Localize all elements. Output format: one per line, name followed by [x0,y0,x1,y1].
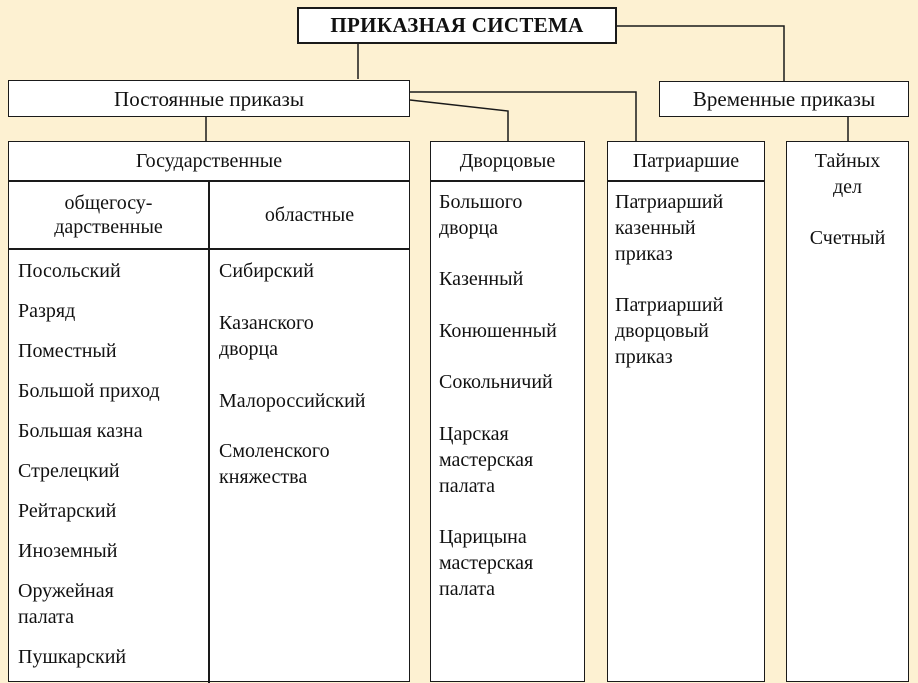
palace-header-divider [431,180,584,182]
permanent-box [8,80,410,117]
palace-header [431,142,584,180]
list-item-sibirsky: Сибирский [219,260,314,282]
list-item-inozemny: Иноземный [18,540,118,562]
temporary-box [659,81,909,117]
list-item-prikaz-2: приказ [615,346,673,368]
connector-permanent-palace [410,100,508,141]
state-header-label: Государственные [135,150,283,172]
state-header [9,142,409,180]
list-item-dvortsa: дворца [439,217,499,239]
patriarchal-header-divider [608,180,764,182]
list-item-posolsky: Посольский [18,260,121,282]
secret-box [786,141,909,682]
list-item-sokolnichy: Сокольничий [439,371,553,393]
state-box [8,141,410,682]
list-item-dvortsovy: дворцовый [615,320,709,342]
general-header-line1: общегосу- [64,192,153,214]
list-item-dvortsa: дворца [219,338,279,360]
list-item-prikaz-1: приказ [615,243,673,265]
patriarchal-box [607,141,765,682]
general-header [9,182,208,248]
palace-box [430,141,585,682]
list-item-bolshoy-prikhod: Большой приход [18,380,160,402]
list-item-tsaritsyna: Царицына [439,526,527,548]
list-item-schetny: Счетный [809,227,886,249]
list-item-knyazhestva: княжества [219,466,308,488]
title-box [297,7,617,44]
patriarchal-header [608,142,764,180]
list-item-konyushenny: Конюшенный [439,320,557,342]
regional-header [210,182,409,248]
list-item-streletsky: Стрелецкий [18,460,120,482]
list-item-reitarsky: Рейтарский [18,500,117,522]
list-item-oruzheynaya: Оружейная [18,580,114,602]
general-header-line2: дарственные [54,216,163,238]
permanent-label: Постоянные приказы [114,86,304,111]
connector-permanent-patriarchal [410,92,636,141]
list-item-kazenny: Казенный [439,268,524,290]
list-item-patriarshy-1: Патриарший [615,191,724,213]
list-item-bolshaya-kazna: Большая казна [18,420,143,442]
list-item-smolenskogo: Смоленского [219,440,330,462]
list-item-razryad: Разряд [18,300,76,322]
temporary-label: Временные приказы [692,87,876,111]
list-item-pushkarsky: Пушкарский [18,646,127,668]
list-item-kazenny: казенный [615,217,696,239]
list-item-patriarshy-2: Патриарший [615,294,724,316]
list-item-palata: палата [18,606,74,628]
diagram-title: ПРИКАЗНАЯ СИСТЕМА [330,13,584,37]
list-item-palata-1: палата [439,475,495,497]
secret-header [787,148,908,200]
palace-header-label: Дворцовые [459,150,556,172]
list-item-kazanskogo: Казанского [219,312,314,334]
connector-title-temporary [617,26,784,81]
list-item-masterskaya-2: мастерская [439,552,534,574]
list-item-malorossiysky: Малороссийский [219,390,366,412]
list-item-pomestny: Поместный [18,340,117,362]
list-item-bolshogo: Большого [439,191,523,213]
list-item-palata-2: палата [439,578,495,600]
state-column-divider [208,180,210,683]
secret-header-line1: Тайных [814,150,881,172]
list-item-tsarskaya: Царская [439,423,509,445]
secret-header-line2: дел [832,176,863,198]
list-item-masterskaya-1: мастерская [439,449,534,471]
patriarchal-header-label: Патриаршие [632,150,740,172]
state-subheader-divider [9,248,409,250]
regional-header-label: областные [264,204,355,226]
